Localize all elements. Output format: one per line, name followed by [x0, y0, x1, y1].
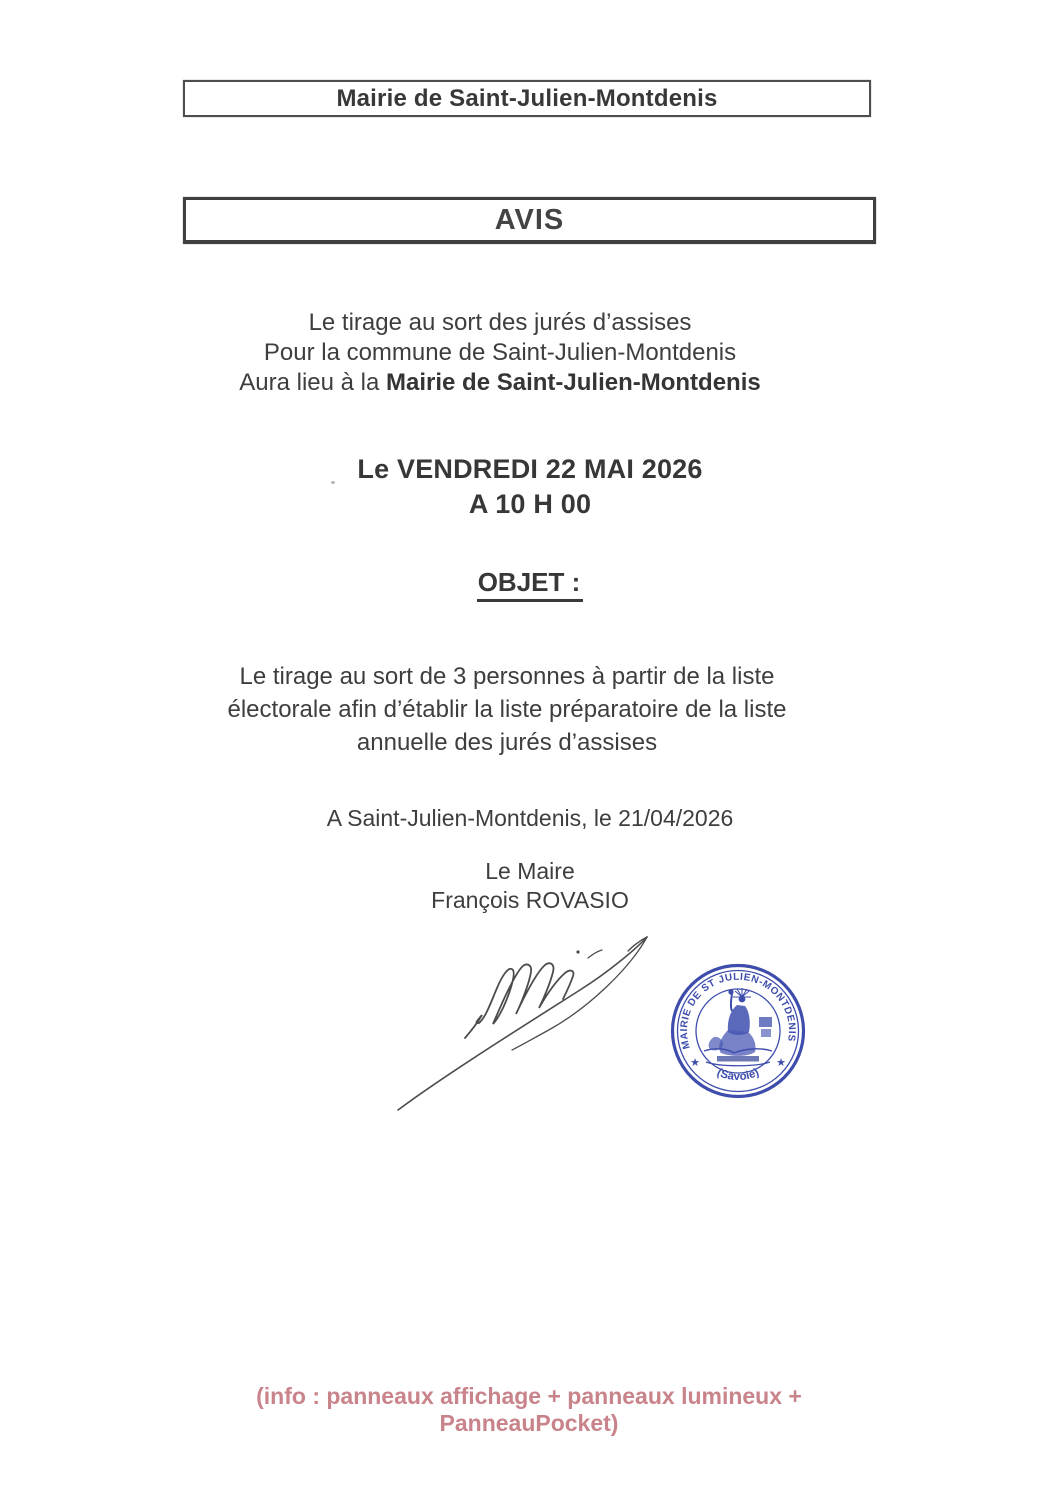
- signatory-block: [180, 857, 880, 915]
- stamp-ring-text: MAIRIE DE ST JULIEN-MONTDENIS: [678, 971, 798, 1051]
- schedule-block: [180, 452, 880, 522]
- signature-icon: [385, 920, 665, 1120]
- intro-line-3-bold: Mairie de Saint-Julien-Montdenis: [386, 369, 761, 396]
- header-box: [183, 80, 871, 117]
- objet-line-1: Le tirage au sort de 3 personnes à partir de la liste: [239, 663, 775, 690]
- place-date-line: A Saint-Julien-Montdenis, le 21/04/2026: [326, 805, 734, 831]
- stamp-bottom-text: (Savoie): [715, 1066, 761, 1084]
- stamp-icon: [668, 961, 808, 1101]
- notice-title: AVIS: [494, 203, 565, 236]
- footer-info-note: (info : panneaux affichage + panneaux lumineux + PanneauPocket): [256, 1383, 802, 1436]
- intro-paragraph: [150, 308, 850, 398]
- intro-line-2: Pour la commune de Saint-Julien-Montdenis: [263, 339, 737, 366]
- stamp-right-star-icon: ★: [776, 1057, 786, 1069]
- signature-scribble: [385, 920, 665, 1120]
- intro-line-3: [150, 368, 850, 398]
- schedule-date: Le VENDREDI 22 MAI 2026: [357, 454, 703, 484]
- objet-paragraph: [157, 660, 857, 759]
- municipality-name: Mairie de Saint-Julien-Montdenis: [336, 84, 718, 112]
- objet-heading-text: OBJET :: [477, 567, 584, 602]
- objet-line-2: électorale afin d’établir la liste préparatoire de la liste: [227, 696, 787, 723]
- stamp-left-star-icon: ★: [690, 1057, 700, 1069]
- municipal-stamp: [668, 961, 808, 1101]
- objet-heading: [180, 567, 880, 598]
- signatory-name: François ROVASIO: [431, 887, 629, 913]
- svg-text:(Savoie): [715, 1067, 761, 1083]
- intro-line-1: Le tirage au sort des jurés d’assises: [308, 309, 692, 336]
- intro-line-3-regular: Aura lieu à la: [239, 369, 387, 396]
- objet-line-3: annuelle des jurés d’assises: [356, 729, 658, 756]
- stamp-figure-icon: [704, 988, 772, 1066]
- notice-title-box: [183, 197, 876, 244]
- schedule-time: A 10 H 00: [468, 489, 592, 519]
- signatory-title: Le Maire: [485, 858, 575, 884]
